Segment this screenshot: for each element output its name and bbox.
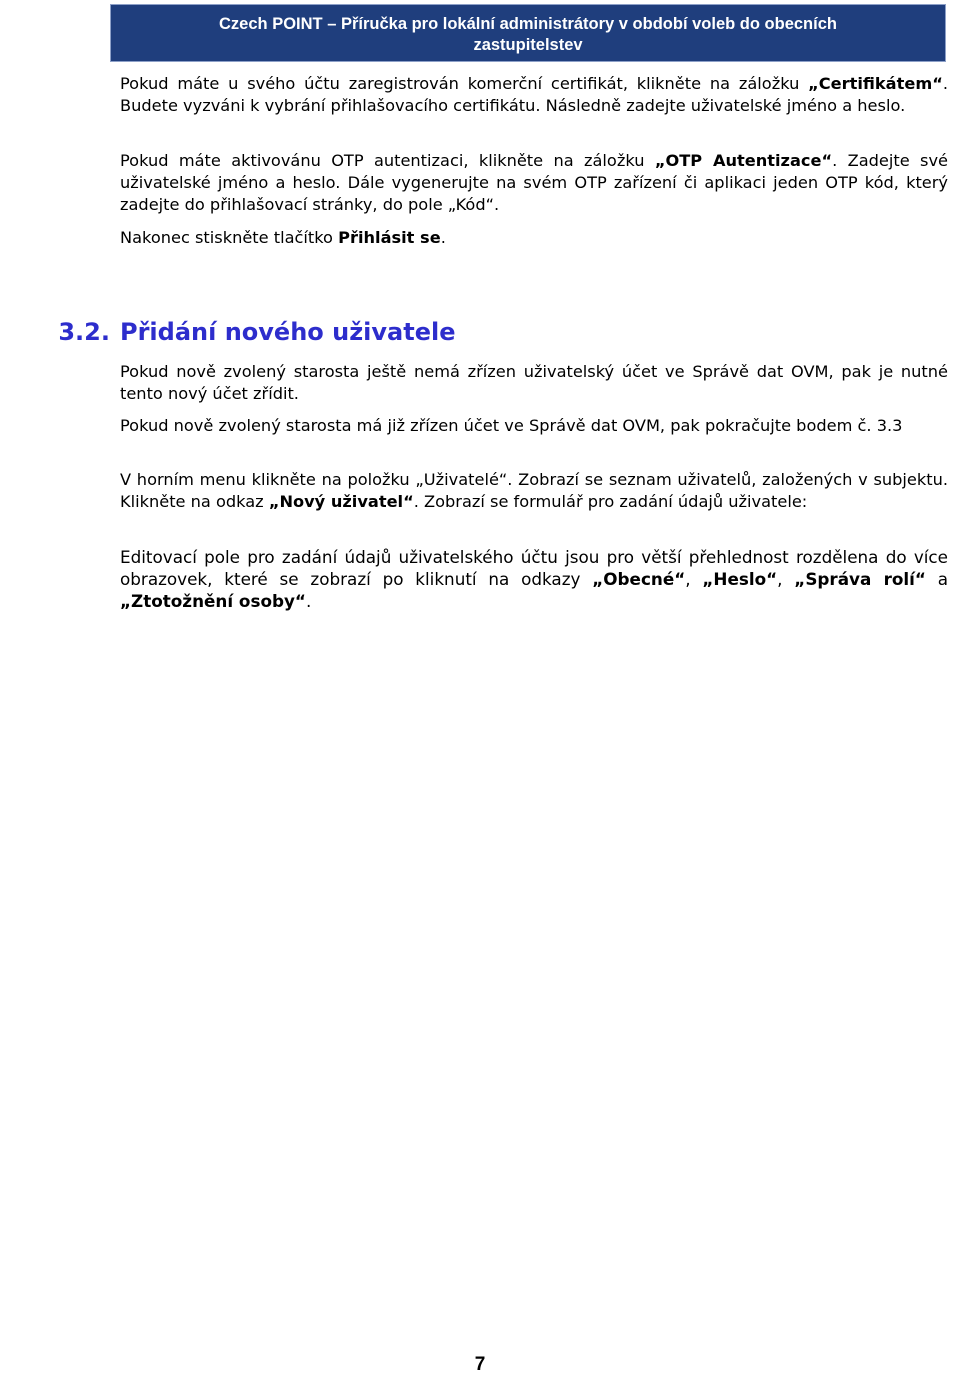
text: Pokud máte u svého účtu zaregistrován komerční certifikát, klikněte na záložku (120, 74, 809, 93)
text: V horním menu klikněte na položku „Uživatelé“. Zobrazí se seznam uživatelů, založených v subjektu. Klikněte na odkaz (120, 470, 948, 511)
paragraph-certificate (120, 73, 948, 117)
paragraph-new-account: Pokud nově zvolený starosta ještě nemá zřízen uživatelský účet ve Správě dat OVM, pak je nutné tento nový účet zřídit. (120, 362, 948, 403)
paragraph-login (120, 227, 948, 249)
text: Nakonec stiskněte tlačítko (120, 228, 339, 247)
text: , (777, 569, 795, 589)
header-line-1: Czech POINT – Příručka pro lokální administrátory v období voleb do obecních (219, 15, 837, 33)
text: . Budete vyzváni k vybrání přihlašovacího certifikátu. Následně zadejte uživatelské jméno a heslo. (120, 74, 948, 115)
otp-tab-name: „OTP Autentizace“ (654, 151, 833, 170)
page-number: 7 (474, 1354, 486, 1375)
page-header (110, 4, 946, 62)
general-link-name: „Obecné“ (592, 569, 686, 589)
text: . (305, 591, 312, 611)
text: , (685, 569, 703, 589)
login-button-name: Přihlásit se (338, 228, 441, 247)
password-link-name: „Heslo“ (702, 569, 778, 589)
roles-link-name: „Správa rolí“ (794, 569, 926, 589)
text: a (925, 569, 949, 589)
text: . Zobrazí se formulář pro zadání údajů uživatele: (413, 492, 808, 511)
paragraph-users-menu (120, 469, 948, 513)
certificate-tab-name: „Certifikátem“ (808, 74, 943, 93)
text: Pokud máte aktivovánu OTP autentizaci, klikněte na záložku (120, 151, 655, 170)
text: . (440, 228, 446, 247)
text: Editovací pole pro zadání údajů uživatelského účtu jsou pro větší přehlednost rozdělena do více obrazovek, které se zobrazí po kliknutí na odkazy (120, 547, 948, 589)
header-line-2: zastupitelstev (473, 36, 583, 54)
paragraph-edit-screens (120, 546, 948, 612)
section-title: Přidání nového uživatele (120, 318, 456, 346)
text: . Zadejte své uživatelské jméno a heslo. Dále vygenerujte na svém OTP zařízení či aplikaci jeden OTP kód, který zadejte do přihlašovací stránky, do pole „Kód“. (120, 151, 948, 214)
new-user-link-name: „Nový uživatel“ (268, 492, 414, 511)
paragraph-existing-account: Pokud nově zvolený starosta má již zřízen účet ve Správě dat OVM, pak pokračujte bodem č. 3.3 (120, 416, 903, 435)
identity-link-name: „Ztotožnění osoby“ (120, 591, 306, 611)
section-number: 3.2. (58, 318, 110, 346)
paragraph-otp (120, 150, 948, 216)
